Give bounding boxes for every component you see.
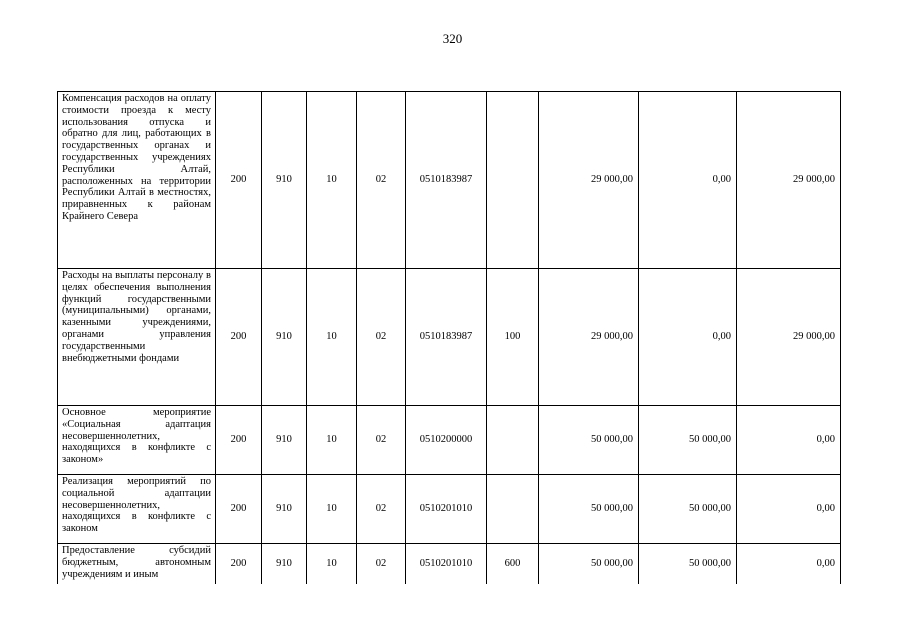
page-number: 320 [442, 31, 463, 46]
amount-cell-2: 50 000,00 [639, 475, 737, 544]
amount-cell-1: 50 000,00 [539, 406, 639, 475]
subsection-cell: 02 [357, 406, 406, 475]
amount-cell-1: 29 000,00 [539, 269, 639, 406]
ministry-code-cell: 910 [262, 544, 307, 584]
ministry-code-cell: 910 [262, 406, 307, 475]
amount-cell-3: 0,00 [737, 544, 841, 584]
table-row [58, 544, 841, 584]
expense-type-cell: 600 [487, 544, 539, 584]
amount-cell-2: 0,00 [639, 92, 737, 269]
ministry-code-cell: 910 [262, 92, 307, 269]
row-name-cell: Компенсация расходов на оплату стоимости проезда к месту использования отпуска и обратно для лиц, работающих в государственных органах и государственных учреждениях Республики Алтай, расположенных на территории Республики Алтай в местностях, приравненных к районам Крайнего Севера [58, 92, 216, 269]
table-row [58, 269, 841, 406]
table-row [58, 475, 841, 544]
section-cell: 10 [307, 406, 357, 475]
amount-cell-2: 50 000,00 [639, 544, 737, 584]
amount-cell-3: 29 000,00 [737, 269, 841, 406]
code-cell: 200 [216, 92, 262, 269]
code-cell: 200 [216, 269, 262, 406]
target-article-cell: 0510183987 [406, 269, 487, 406]
amount-cell-3: 0,00 [737, 406, 841, 475]
subsection-cell: 02 [357, 269, 406, 406]
expense-type-cell [487, 475, 539, 544]
amount-cell-3: 0,00 [737, 475, 841, 544]
amount-cell-1: 50 000,00 [539, 544, 639, 584]
target-article-cell: 0510201010 [406, 475, 487, 544]
amount-cell-2: 50 000,00 [639, 406, 737, 475]
row-name-cell: Основное мероприятие «Социальная адаптация несовершеннолетних, находящихся в конфликте с законом» [58, 406, 216, 475]
section-cell: 10 [307, 92, 357, 269]
code-cell: 200 [216, 406, 262, 475]
table-row [58, 92, 841, 269]
amount-cell-3: 29 000,00 [737, 92, 841, 269]
target-article-cell: 0510200000 [406, 406, 487, 475]
code-cell: 200 [216, 475, 262, 544]
row-name-cell: Предоставление субсидий бюджетным, автономным учреждениям и иным [58, 544, 216, 584]
expense-type-cell: 100 [487, 269, 539, 406]
table-row [58, 406, 841, 475]
subsection-cell: 02 [357, 92, 406, 269]
code-cell: 200 [216, 544, 262, 584]
row-name-cell: Расходы на выплаты персоналу в целях обеспечения выполнения функций государственными (муниципальными) органами, казенными учреждениями, органами управления государственными внебюджетными фондами [58, 269, 216, 406]
expense-type-cell [487, 406, 539, 475]
ministry-code-cell: 910 [262, 475, 307, 544]
section-cell: 10 [307, 269, 357, 406]
row-name-cell: Реализация мероприятий по социальной адаптации несовершеннолетних, находящихся в конфликте с законом [58, 475, 216, 544]
amount-cell-2: 0,00 [639, 269, 737, 406]
budget-table [57, 91, 841, 584]
target-article-cell: 0510183987 [406, 92, 487, 269]
expense-type-cell [487, 92, 539, 269]
amount-cell-1: 50 000,00 [539, 475, 639, 544]
target-article-cell: 0510201010 [406, 544, 487, 584]
ministry-code-cell: 910 [262, 269, 307, 406]
section-cell: 10 [307, 475, 357, 544]
section-cell: 10 [307, 544, 357, 584]
subsection-cell: 02 [357, 475, 406, 544]
amount-cell-1: 29 000,00 [539, 92, 639, 269]
subsection-cell: 02 [357, 544, 406, 584]
